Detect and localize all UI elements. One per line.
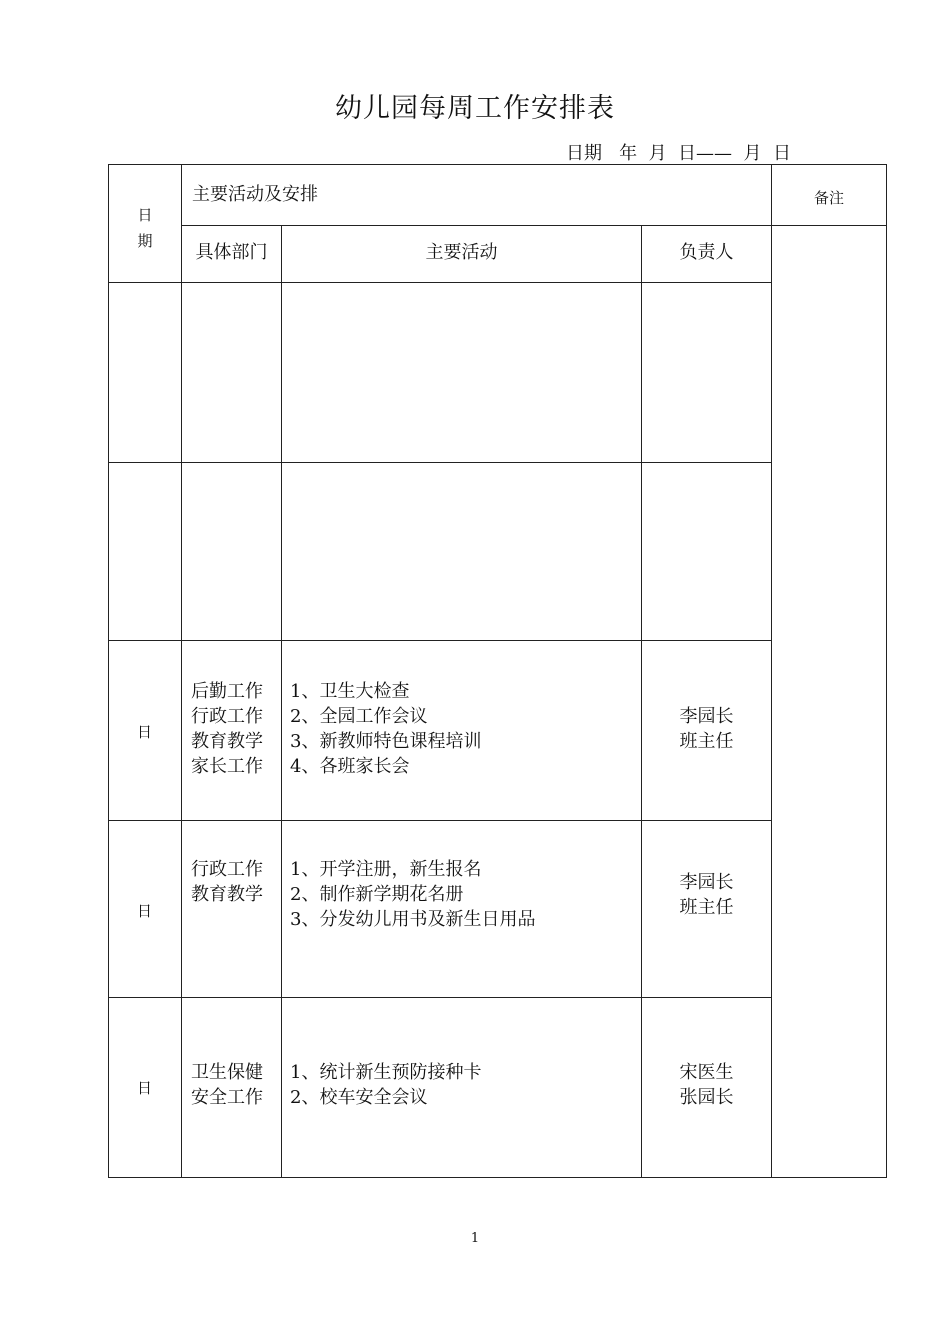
activity-column-header: 主要活动	[425, 242, 498, 263]
row-4-departments	[191, 857, 263, 907]
divider-subheader	[108, 282, 772, 283]
date-header	[132, 202, 158, 254]
department-item: 安全工作	[191, 1087, 263, 1108]
responsible-person: 李园长	[679, 872, 734, 893]
divider-row-1	[108, 462, 772, 463]
table-border-right	[886, 164, 887, 1178]
date-header-line2: 期	[137, 232, 153, 250]
date-range-line: 日期 年 月 日—— 月 日	[566, 143, 791, 164]
row-3-responsible	[642, 704, 771, 754]
row-4-date: 日	[136, 902, 152, 920]
department-item: 教育教学	[191, 884, 263, 905]
activity-item: 2、全园工作会议	[290, 706, 428, 727]
responsible-person: 班主任	[679, 897, 734, 918]
divider-row-3	[108, 820, 772, 821]
row-5-date: 日	[136, 1079, 152, 1097]
responsible-person: 张园长	[679, 1087, 734, 1108]
responsible-column-header: 负责人	[679, 242, 734, 263]
row-5-departments	[191, 1060, 263, 1110]
responsible-person: 宋医生	[679, 1062, 734, 1083]
department-item: 家长工作	[191, 756, 263, 777]
divider-dept-col	[281, 225, 282, 1178]
activity-item: 3、分发幼儿用书及新生日用品	[290, 909, 536, 930]
activity-item: 2、校车安全会议	[290, 1087, 428, 1108]
activity-item: 3、新教师特色课程培训	[290, 731, 482, 752]
row-4-activities	[290, 857, 535, 932]
row-3-departments	[191, 679, 263, 779]
divider-header	[181, 225, 887, 226]
schedule-table	[108, 164, 887, 1178]
responsible-person: 李园长	[679, 706, 734, 727]
row-4-responsible	[642, 870, 771, 920]
department-item: 卫生保健	[191, 1062, 263, 1083]
activity-item: 4、各班家长会	[290, 756, 410, 777]
department-column-header: 具体部门	[195, 242, 268, 263]
activity-item: 1、卫生大检查	[290, 681, 410, 702]
activity-item: 1、统计新生预防接种卡	[290, 1062, 482, 1083]
row-5-activities	[290, 1060, 481, 1110]
activity-item: 2、制作新学期花名册	[290, 884, 464, 905]
notes-header: 备注	[813, 189, 844, 207]
divider-row-4	[108, 997, 772, 998]
divider-date-col	[181, 164, 182, 1178]
page-number: 1	[470, 1231, 480, 1246]
department-item: 行政工作	[191, 706, 263, 727]
department-item: 后勤工作	[191, 681, 263, 702]
document-title: 幼儿园每周工作安排表	[335, 93, 615, 124]
row-3-date: 日	[136, 723, 152, 741]
main-activities-header: 主要活动及安排	[192, 184, 318, 205]
department-item: 行政工作	[191, 859, 263, 880]
divider-row-2	[108, 640, 772, 641]
activity-item: 1、开学注册，新生报名	[290, 859, 482, 880]
divider-activity-col	[641, 225, 642, 1178]
department-item: 教育教学	[191, 731, 263, 752]
date-header-line1: 日	[137, 206, 153, 224]
divider-notes-col	[771, 164, 772, 1178]
responsible-person: 班主任	[679, 731, 734, 752]
row-5-responsible	[642, 1060, 771, 1110]
row-3-activities	[290, 679, 481, 779]
table-border-left	[108, 164, 109, 1178]
